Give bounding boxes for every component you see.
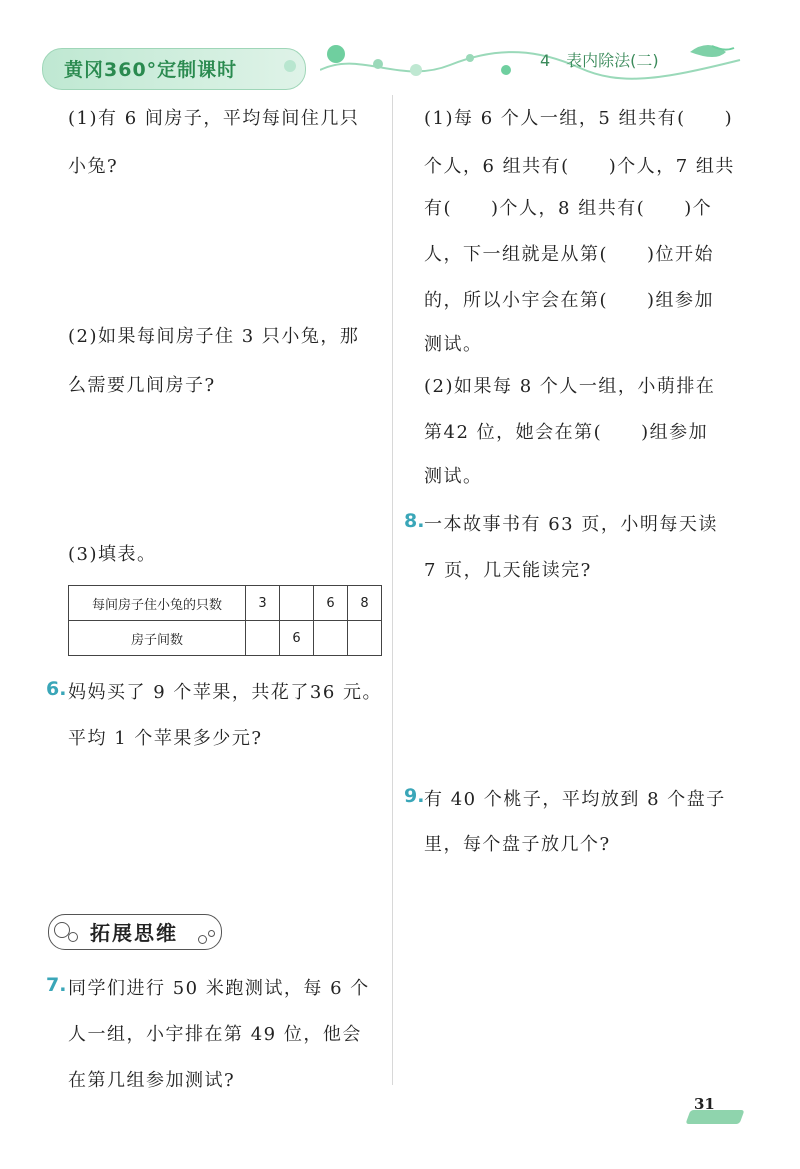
p1-line4: 人，下一组就是从第( )位开始 <box>424 244 715 265</box>
p1-line6: 测试。 <box>424 334 483 355</box>
p2-line2: 第42 位，她会在第( )组参加 <box>424 422 709 443</box>
q1-line1: (1)有 6 间房子，平均每间住几只 <box>68 108 360 129</box>
q7-line3: 在第几组参加测试? <box>68 1070 236 1091</box>
table-row <box>69 586 382 621</box>
table-cell <box>280 586 314 621</box>
q9-line2: 里，每个盘子放几个? <box>424 834 611 855</box>
q9-line1: 有 40 个桃子，平均放到 8 个盘子 <box>424 789 726 810</box>
q8-line2: 7 页，几天能读完? <box>424 560 592 581</box>
chapter-title: 4 表内除法(二) <box>540 51 659 70</box>
p1-line1: (1)每 6 个人一组，5 组共有( ) <box>424 108 734 129</box>
column-divider <box>392 95 393 1085</box>
fill-in-table <box>68 585 382 656</box>
header-dot-icon <box>284 60 296 72</box>
q2-line1: (2)如果每间房子住 3 只小兔，那 <box>68 326 360 347</box>
p1-line3: 有( )个人，8 组共有( )个 <box>424 198 713 219</box>
q7-number: 7. <box>46 974 67 996</box>
q3-line1: (3)填表。 <box>68 544 157 565</box>
table-cell <box>246 621 280 656</box>
table-row-header: 每间房子住小兔的只数 <box>69 586 246 621</box>
q6-line1: 妈妈买了 9 个苹果，共花了36 元。 <box>68 682 383 703</box>
expand-section-title: 拓展思维 <box>90 921 178 945</box>
q6-number: 6. <box>46 678 67 700</box>
p1-line5: 的，所以小宇会在第( )组参加 <box>424 290 715 311</box>
q8-line1: 一本故事书有 63 页，小明每天读 <box>424 514 718 535</box>
header-tag-text: 黄冈360°定制课时 <box>64 59 238 81</box>
table-row <box>69 621 382 656</box>
table-cell <box>348 621 382 656</box>
circle-icon <box>208 930 215 937</box>
circle-icon <box>198 935 207 944</box>
q2-line2: 么需要几间房子? <box>68 375 216 396</box>
table-cell: 6 <box>314 586 348 621</box>
circle-icon <box>68 932 78 942</box>
page-number: 31 <box>694 1095 715 1113</box>
table-cell: 6 <box>280 621 314 656</box>
q9-number: 9. <box>404 785 425 807</box>
q6-line2: 平均 1 个苹果多少元? <box>68 728 263 749</box>
p1-line2: 个人，6 组共有( )个人，7 组共 <box>424 156 735 177</box>
table-cell: 3 <box>246 586 280 621</box>
p2-line1: (2)如果每 8 个人一组，小萌排在 <box>424 376 716 397</box>
decorative-vine-icon <box>320 40 750 90</box>
table-cell <box>314 621 348 656</box>
q7-line1: 同学们进行 50 米跑测试，每 6 个 <box>68 978 370 999</box>
q1-line2: 小兔? <box>68 156 119 177</box>
table-row-header: 房子间数 <box>69 621 246 656</box>
p2-line3: 测试。 <box>424 466 483 487</box>
q8-number: 8. <box>404 510 425 532</box>
q7-line2: 人一组，小宇排在第 49 位，他会 <box>68 1024 362 1045</box>
table-cell: 8 <box>348 586 382 621</box>
